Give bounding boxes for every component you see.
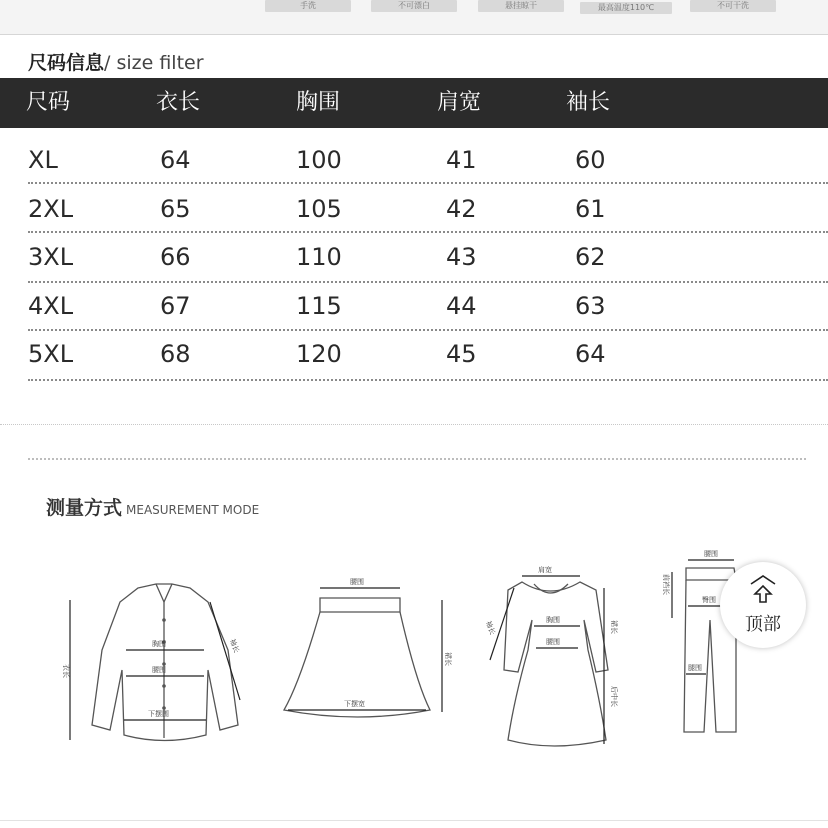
dress-length-label: 裙长 xyxy=(610,620,618,634)
column-header-shoulder: 肩宽 xyxy=(437,90,482,115)
measurement-title-cn: 测量方式 xyxy=(46,497,123,519)
cell-sleeve: 60 xyxy=(575,146,606,174)
row-divider xyxy=(28,329,828,331)
measurement-title-en: MEASUREMENT MODE xyxy=(126,503,260,517)
measurement-section-title xyxy=(46,493,259,520)
shirt-measurement-diagram xyxy=(60,580,260,750)
size-table-header xyxy=(0,78,828,128)
size-title-en: / size filter xyxy=(104,52,204,74)
skirt-waistband xyxy=(320,598,400,612)
cell-size: XL xyxy=(28,146,58,174)
cell-shoulder: 42 xyxy=(446,195,477,223)
cell-chest: 105 xyxy=(296,195,342,223)
care-tag: 不可漂白 xyxy=(371,0,457,12)
column-header-chest: 胸围 xyxy=(296,90,341,115)
length-label: 衣长 xyxy=(62,664,70,678)
column-header-size: 尺码 xyxy=(26,90,71,115)
cell-chest: 120 xyxy=(296,340,342,368)
size-section-title xyxy=(28,48,204,75)
table-row xyxy=(0,284,828,332)
size-title-cn: 尺码信息 xyxy=(28,52,105,74)
care-tag: 悬挂晾干 xyxy=(478,0,564,12)
cell-size: 3XL xyxy=(28,243,74,271)
back-to-top-button[interactable] xyxy=(720,562,806,648)
chest-label: 胸围 xyxy=(152,640,166,648)
table-row xyxy=(0,332,828,380)
dress-shoulder-label: 肩宽 xyxy=(538,566,552,574)
column-header-length: 衣长 xyxy=(156,90,201,115)
care-label-strip xyxy=(0,0,828,34)
cell-shoulder: 41 xyxy=(446,146,477,174)
table-row xyxy=(0,187,828,235)
dress-back-length-label: 后中长 xyxy=(610,686,618,707)
cell-shoulder: 45 xyxy=(446,340,477,368)
divider xyxy=(0,424,828,425)
cell-length: 65 xyxy=(160,195,191,223)
pants-rise-label: 前裆长 xyxy=(662,574,670,595)
care-tag: 不可干洗 xyxy=(690,0,776,12)
row-divider xyxy=(28,379,828,381)
skirt-length-label: 裙长 xyxy=(444,652,452,666)
cell-length: 67 xyxy=(160,292,191,320)
dress-sleeve-label: 袖长 xyxy=(484,619,497,636)
dress-outline xyxy=(504,582,608,746)
divider xyxy=(0,820,828,821)
care-tag: 最高温度110℃ xyxy=(580,2,672,14)
divider xyxy=(0,34,828,35)
row-divider xyxy=(28,281,828,283)
table-row xyxy=(0,138,828,186)
cell-shoulder: 43 xyxy=(446,243,477,271)
care-tag: 手洗 xyxy=(265,0,351,12)
up-arrow-icon xyxy=(750,574,776,604)
skirt-hem-label: 下摆宽 xyxy=(344,700,365,708)
pants-hip-label: 臀围 xyxy=(702,596,716,604)
cell-chest: 115 xyxy=(296,292,342,320)
cell-size: 5XL xyxy=(28,340,74,368)
pants-waist-label: 腰围 xyxy=(704,550,718,558)
row-divider xyxy=(28,182,828,184)
cell-length: 64 xyxy=(160,146,191,174)
cell-sleeve: 64 xyxy=(575,340,606,368)
cell-chest: 110 xyxy=(296,243,342,271)
cell-size: 2XL xyxy=(28,195,74,223)
hem-label: 下摆围 xyxy=(148,710,169,718)
cell-shoulder: 44 xyxy=(446,292,477,320)
back-to-top-label: 顶部 xyxy=(745,614,781,635)
table-row xyxy=(0,235,828,283)
cell-length: 68 xyxy=(160,340,191,368)
skirt-waist-label: 腰围 xyxy=(350,578,364,586)
shirt-collar xyxy=(156,584,172,602)
cell-length: 66 xyxy=(160,243,191,271)
cell-sleeve: 63 xyxy=(575,292,606,320)
pants-thigh-label: 腿围 xyxy=(688,664,702,672)
row-divider xyxy=(28,231,828,233)
cell-chest: 100 xyxy=(296,146,342,174)
divider xyxy=(28,458,806,460)
dress-measurement-diagram xyxy=(480,560,640,750)
column-header-sleeve: 袖长 xyxy=(566,90,611,115)
dress-waist-label: 腰围 xyxy=(546,638,560,646)
cell-size: 4XL xyxy=(28,292,74,320)
skirt-measurement-diagram xyxy=(278,572,458,732)
waist-label: 腰围 xyxy=(152,666,166,674)
cell-sleeve: 62 xyxy=(575,243,606,271)
sleeve-label: 袖长 xyxy=(228,637,241,654)
dress-chest-label: 胸围 xyxy=(546,616,560,624)
cell-sleeve: 61 xyxy=(575,195,606,223)
